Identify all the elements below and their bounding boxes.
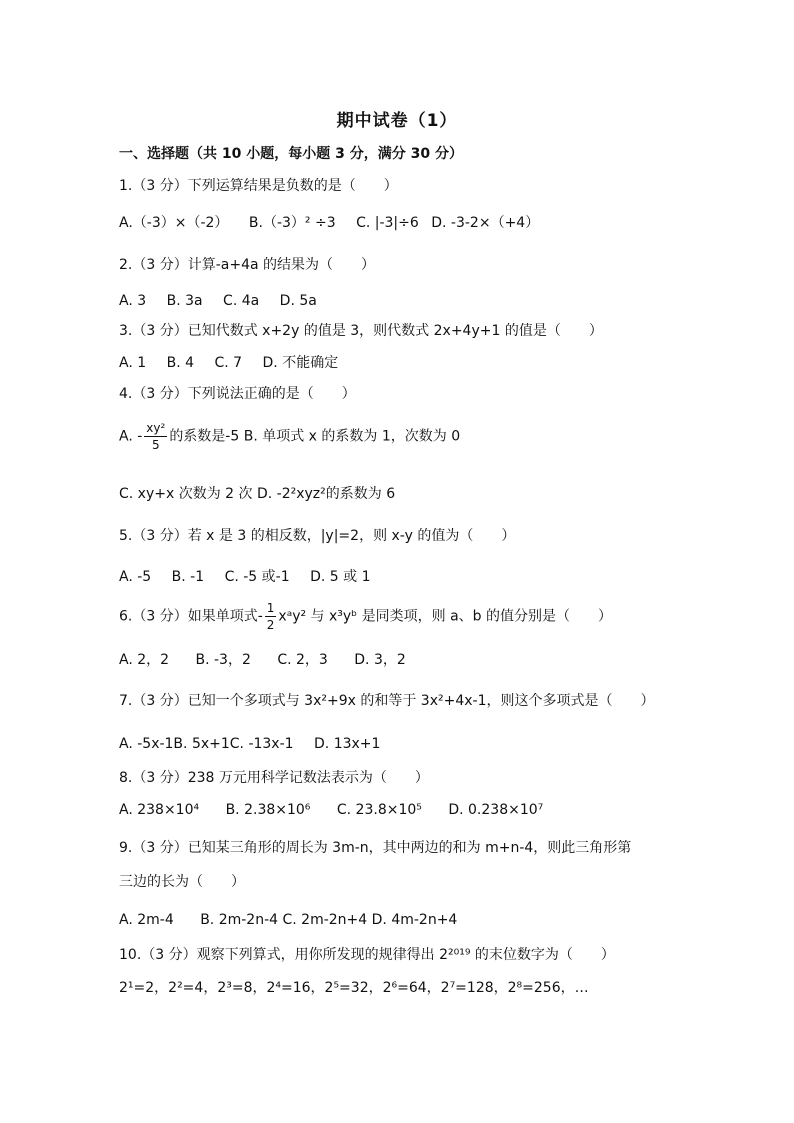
option-c[interactable]: C. 7 [214,355,243,371]
question-4-options-cd[interactable]: C. xy+x 次数为 2 次 D. -2²xyz²的系数为 6 [119,486,396,502]
option-a[interactable]: A. 238×10⁴ [119,802,200,818]
question-8-options [119,800,559,820]
option-a[interactable]: A. 3 [119,293,147,309]
option-b[interactable]: B. -1 [171,569,205,585]
question-2-options [119,291,333,311]
option-d[interactable]: D. 3，2 [354,652,406,668]
option-c[interactable]: C. 2，3 [277,652,328,668]
question-5-options [119,567,386,587]
page-title: 期中试卷（1） [336,111,458,131]
option-d[interactable]: D. 0.238×10⁷ [448,802,544,818]
question-10-stem: 10.（3 分）观察下列算式，用你所发现的规律得出 2²⁰¹⁹ 的末位数字为（ ） [119,947,615,963]
option-d[interactable]: D. -3-2×（+4） [431,215,540,231]
option-a[interactable]: A. 2m-4 [119,912,174,928]
option-d[interactable]: D. 13x+1 [314,736,381,752]
option-b-c-d[interactable]: B. 2m-2n-4 C. 2m-2n+4 D. 4m-2n+4 [200,912,458,928]
question-9-options [119,910,473,930]
option-a[interactable]: A. 2，2 [119,652,170,668]
fraction-numerator: xy² [146,421,166,435]
option-b[interactable]: B. 3a [166,293,203,309]
fraction [144,420,167,453]
option-b[interactable]: B.（-3）² ÷3 [248,215,336,231]
option-c[interactable]: C. -5 或-1 [224,569,290,585]
option-d[interactable]: D. 5a [279,293,317,309]
option-a-b-c[interactable]: A. -5x-1B. 5x+1C. -13x-1 [119,736,294,752]
question-6-stem [119,600,612,633]
question-4-stem: 4.（3 分）下列说法正确的是（ ） [119,386,356,402]
question-4-options-ab [119,420,460,453]
question-7-stem: 7.（3 分）已知一个多项式与 3x²+9x 的和等于 3x²+4x-1，则这个多项式是（ ） [119,693,655,709]
option-a[interactable]: A.（-3）×（-2） [119,215,229,231]
fraction-denominator: 2 [266,618,275,632]
fraction [265,600,277,633]
stem-suffix: xᵃy² 与 x³yᵇ 是同类项，则 a、b 的值分别是（ ） [278,608,612,625]
option-c[interactable]: C. |-3|÷6 [356,215,419,231]
question-3-options [119,353,354,373]
option-a[interactable]: A. 1 [119,355,147,371]
question-1-options [119,213,555,233]
option-b[interactable]: B. -3，2 [195,652,251,668]
question-10-sequence: 2¹=2，2²=4，2³=8，2⁴=16，2⁵=32，2⁶=64，2⁷=128，2⁸=256，… [119,980,589,996]
section-heading: 一、选择题（共 10 小题，每小题 3 分，满分 30 分） [119,146,463,162]
question-7-options [119,734,396,754]
question-9-stem-line-1: 9.（3 分）已知某三角形的周长为 3m-n，其中两边的和为 m+n-4，则此三角形第 [119,840,632,856]
question-6-options [119,650,422,670]
option-b[interactable]: B. 2.38×10⁶ [225,802,311,818]
fraction-numerator: 1 [266,601,275,615]
option-a-prefix[interactable]: A. - [119,428,143,445]
question-3-stem: 3.（3 分）已知代数式 x+2y 的值是 3，则代数式 2x+4y+1 的值是（ ） [119,323,603,339]
option-c[interactable]: C. 4a [223,293,260,309]
question-9-stem-line-2: 三边的长为（ ） [119,874,245,890]
question-1-stem: 1.（3 分）下列运算结果是负数的是（ ） [119,178,398,194]
option-a-b-text[interactable]: 的系数是-5 B. 单项式 x 的系数为 1，次数为 0 [169,428,461,445]
option-d[interactable]: D. 不能确定 [262,355,339,371]
option-d[interactable]: D. 5 或 1 [310,569,371,585]
option-a[interactable]: A. -5 [119,569,152,585]
question-5-stem: 5.（3 分）若 x 是 3 的相反数，|y|=2，则 x-y 的值为（ ） [119,528,516,544]
stem-prefix: 6.（3 分）如果单项式- [119,608,263,625]
fraction-denominator: 5 [151,438,160,452]
question-2-stem: 2.（3 分）计算-a+4a 的结果为（ ） [119,257,376,273]
option-b[interactable]: B. 4 [166,355,195,371]
option-c[interactable]: C. 23.8×10⁵ [336,802,422,818]
question-8-stem: 8.（3 分）238 万元用科学记数法表示为（ ） [119,770,429,786]
